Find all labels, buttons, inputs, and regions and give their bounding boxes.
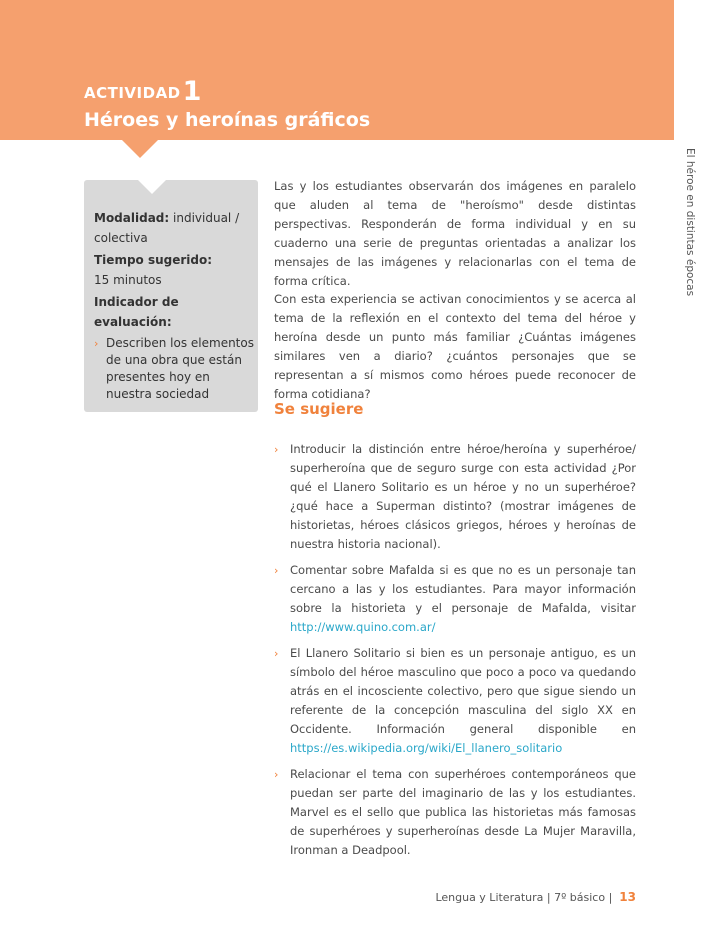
side-tab-experiencias: Experiencias de aprendizaje xyxy=(684,58,707,136)
list-item: › Introducir la distinción entre héroe/heroína y superhéroe/ superheroína que de seguro surge con esta actividad ¿Por qué el Llanero Solitario es un héroe y no un superhéroe? ¿qué hace a Superman distinto? (mostrar imágenes de historietas, héroes clásicos griegos, héroes y heroínas de nuestra historia nacional). xyxy=(274,442,636,551)
chevron-right-icon: › xyxy=(274,564,279,577)
suggestion-list xyxy=(274,440,636,867)
page-number: 13 xyxy=(619,890,636,904)
activity-number: 1 xyxy=(182,76,202,107)
banner-pointer xyxy=(122,140,158,158)
list-item: › El Llanero Solitario si bien es un personaje antiguo, es un símbolo del héroe masculino que poco a poco va quedando atrás en el incosciente colectivo, pero que sigue siendo un referente de la concepción masculina del siglo XX en Occidente. Información general disponible en https://es.wikipedia.org/wiki/El_llanero_solitario xyxy=(274,646,636,755)
activity-label: ACTIVIDAD1 xyxy=(84,76,202,107)
quino-link[interactable]: http://www.quino.com.ar/ xyxy=(290,620,436,634)
list-item: › Comentar sobre Mafalda si es que no es un personaje tan cercano a las y los estudiantes. Para mayor información sobre la historieta y el personaje de Mafalda, visitar http://www.quino.com.ar/ xyxy=(274,563,636,634)
wikipedia-link[interactable]: https://es.wikipedia.org/wiki/El_llanero_solitario xyxy=(290,741,563,755)
page-title: Héroes y heroínas gráficos xyxy=(84,109,371,131)
paragraph-1: Las y los estudiantes observarán dos imágenes en paralelo que aluden al tema de "heroísmo" desde distintas perspectivas. Responderán de forma individual y en su cuaderno una serie de preguntas orientadas a analizar los mensajes de las imágenes y relacionarlas con el tema de forma crítica. xyxy=(274,179,636,288)
sidebar-notch xyxy=(138,180,166,194)
list-item: › Relacionar el tema con superhéroes contemporáneos que puedan ser parte del imaginario de las y los estudiantes. Marvel es el sello que publica las historietas más famosas de superhéroes y superheroínas desde La Mujer Maravilla, Ironman a Deadpool. xyxy=(274,767,636,857)
chevron-right-icon: › xyxy=(274,647,279,660)
chevron-right-icon: › xyxy=(274,443,279,456)
paragraph-2: Con esta experiencia se activan conocimientos y se acerca al tema de la reflexión en el contexto del tema del héroe y heroína desde un punto más familiar ¿Cuántas imágenes similares ven a diario? ¿cuántos personajes que se representan a sí mismos como héroes puede reconocer de forma cotidiana? xyxy=(274,292,636,401)
indicador-item: › Describen los elementos de una obra que están presentes hoy en nuestra sociedad xyxy=(94,336,254,401)
side-tab-chapter: El héroe en distintas épocas xyxy=(684,148,696,297)
sidebar-content xyxy=(94,208,254,403)
section-heading: Se sugiere xyxy=(274,400,364,418)
chevron-right-icon: › xyxy=(94,337,99,350)
indicador: Indicador de evaluación: xyxy=(94,295,179,329)
page-footer: Lengua y Literatura | 7º básico | 13 xyxy=(435,890,636,904)
modalidad: Modalidad: individual / colectiva xyxy=(94,211,240,245)
tiempo: Tiempo sugerido: 15 minutos xyxy=(94,253,213,287)
chevron-right-icon: › xyxy=(274,768,279,781)
